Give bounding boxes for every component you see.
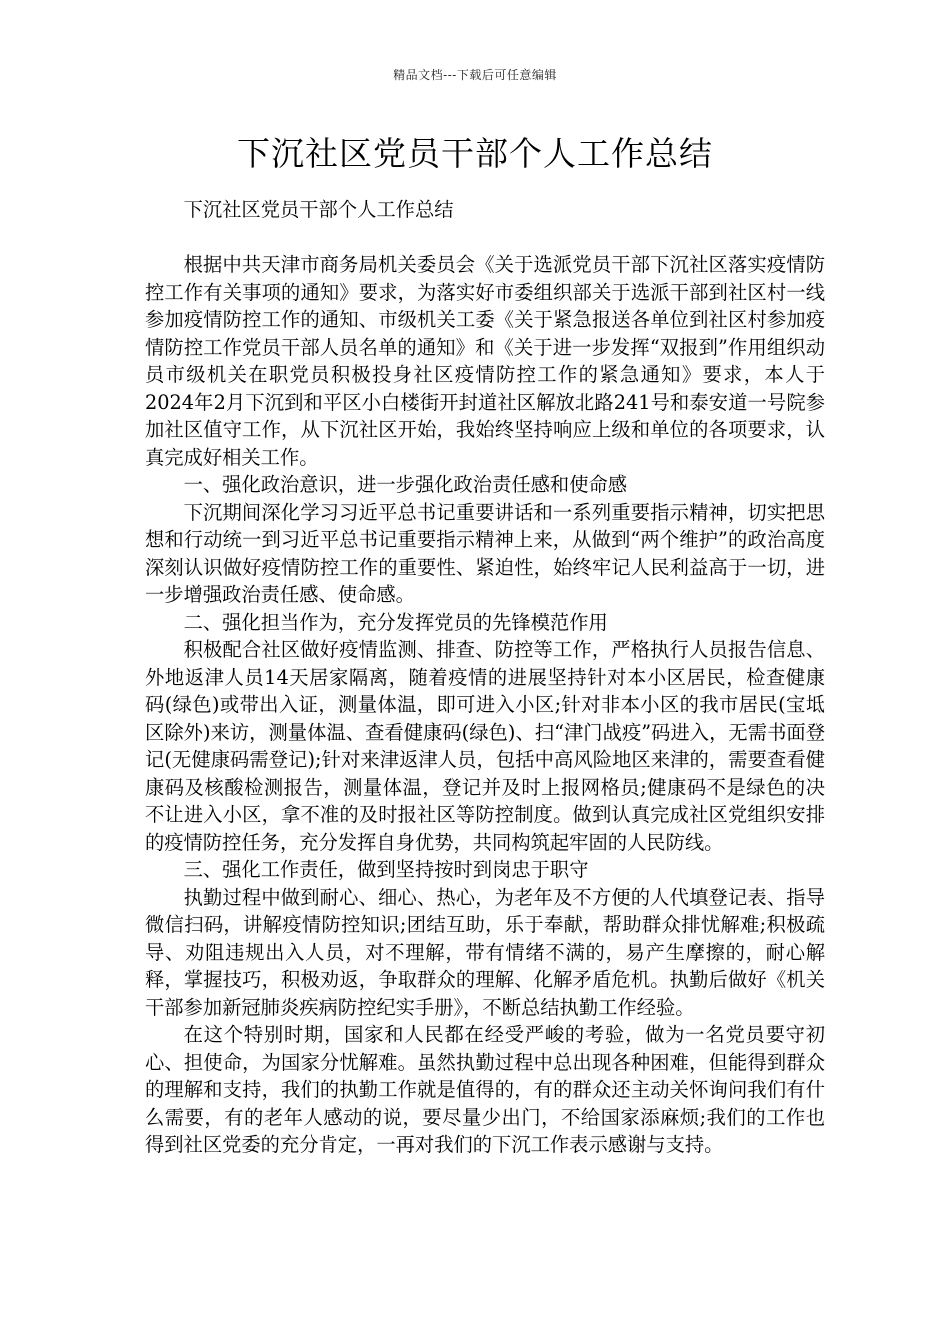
header-note: 精品文档---下载后可任意编辑: [393, 68, 557, 82]
paragraph-intro: 根据中共天津市商务局机关委员会《关于选派党员干部下沉社区落实疫情防控工作有关事项的通知》要求，为落实好市委组织部关于选派干部到社区村一线参加疫情防控工作的通知、市级机关工委《关于紧急报送各单位到社区村参加疫情防控工作党员干部人员名单的通知》和《关于进一步发挥“双报到”作用组织动员市级机关在职党员积极投身社区疫情防控工作的紧急通知》要求，本人于2024年2月下沉到和平区小白楼街开封道社区解放北路241号和泰安道一号院参加社区值守工作，从下沉社区开始，我始终坚持响应上级和单位的各项要求，认真完成好相关工作。: [145, 253, 825, 469]
document-subtitle: 下沉社区党员干部个人工作总结: [183, 198, 454, 221]
paragraph-section-3: 执勤过程中做到耐心、细心、热心，为老年及不方便的人代填登记表、指导微信扫码，讲解疫情防控知识;团结互助，乐于奉献，帮助群众排忧解难;积极疏导、劝阻违规出入人员，对不理解，带有情绪不满的，易产生摩擦的，耐心解释，掌握技巧，积极劝返，争取群众的理解、化解矛盾危机。执勤后做好《机关干部参加新冠肺炎疾病防控纪实手册》，不断总结执勤工作经验。: [145, 885, 825, 1019]
paragraph-section-2: 积极配合社区做好疫情监测、排查、防控等工作，严格执行人员报告信息、外地返津人员14天居家隔离，随着疫情的进展坚持针对本小区居民，检查健康码(绿色)或带出入证，测量体温，即可进入小区;针对非本小区的我市居民(宝坻区除外)来访，测量体温、查看健康码(绿色)、扫“津门战疫”码进入，无需书面登记(无健康码需登记);针对来津返津人员，包括中高风险地区来津的，需要查看健康码及核酸检测报告，测量体温，登记并及时上报网格员;健康码不是绿色的决不让进入小区，拿不准的及时报社区等防控制度。做到认真完成社区党组织安排的疫情防控任务，充分发挥自身优势，共同构筑起牢固的人民防线。: [145, 638, 825, 854]
section-heading-2: 二、强化担当作为，充分发挥党员的先锋模范作用: [183, 610, 608, 634]
section-heading-3: 三、强化工作责任，做到坚持按时到岗忠于职守: [183, 858, 589, 881]
paragraph-conclusion: 在这个特别时期，国家和人民都在经受严峻的考验，做为一名党员要守初心、担使命，为国家分忧解难。虽然执勤过程中总出现各种困难，但能得到群众的理解和支持，我们的执勤工作就是值得的，有的群众还主动关怀询问我们有什么需要，有的老年人感动的说，要尽量少出门，不给国家添麻烦;我们的工作也得到社区党委的充分肯定，一再对我们的下沉工作表示感谢与支持。: [145, 1023, 825, 1156]
document-title: 下沉社区党员干部个人工作总结: [237, 134, 713, 173]
section-heading-1: 一、强化政治意识，进一步强化政治责任感和使命感: [183, 473, 628, 496]
paragraph-section-1: 下沉期间深化学习习近平总书记重要讲话和一系列重要指示精神，切实把思想和行动统一到习近平总书记重要指示精神上来，从做到“两个维护”的政治高度深刻认识做好疫情防控工作的重要性、紧迫性，始终牢记人民利益高于一切，进一步增强政治责任感、使命感。: [145, 500, 825, 606]
document-body: [145, 196, 825, 1159]
